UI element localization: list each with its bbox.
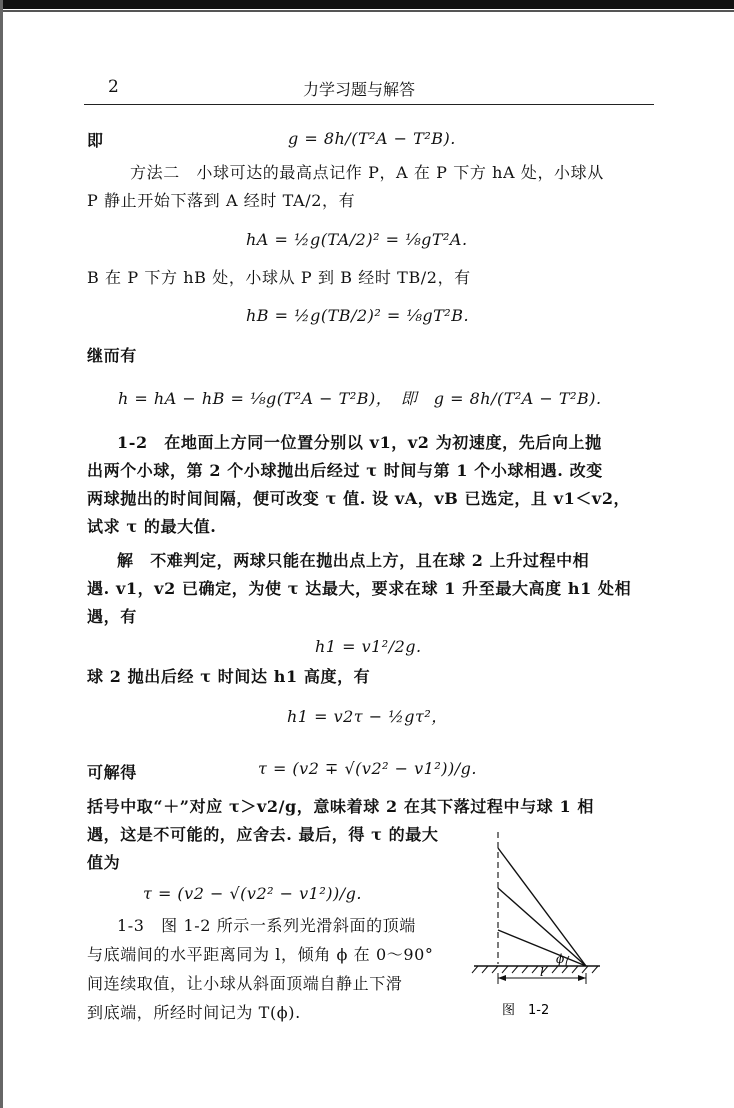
page-number: 2 — [108, 77, 119, 97]
solution-line: 遇，有 — [87, 607, 137, 626]
incline-line — [498, 888, 586, 966]
text-line: 即 — [87, 131, 104, 150]
equation: h = hA − hB = ⅛g(T²A − T²B)， 即 g = 8h/(T²A − T²B). — [118, 389, 602, 408]
problem-line: 1-3 图 1-2 所示一系列光滑斜面的顶端 — [117, 916, 416, 935]
solution-line: 括号中取“＋”对应 τ＞v2/g，意味着球 2 在其下落过程中与球 1 相 — [87, 797, 594, 816]
page-left-edge — [0, 0, 3, 1108]
problem-line: 出两个小球，第 2 个小球抛出后经过 τ 时间与第 1 个小球相遇. 改变 — [87, 461, 603, 480]
page-top-border — [0, 0, 734, 9]
ground-hatching — [472, 966, 598, 973]
equation: τ = (v2 ∓ √(v2² − v1²))/g. — [258, 759, 477, 778]
problem-line: 间连续取值，让小球从斜面顶端自静止下滑 — [87, 974, 403, 993]
problem-line: 试求 τ 的最大值. — [87, 517, 217, 536]
running-title: 力学习题与解答 — [303, 80, 416, 99]
equation: hB = ½g(TB/2)² = ⅛gT²B. — [246, 306, 470, 325]
text-line: B 在 P 下方 hB 处，小球从 P 到 B 经时 TB/2，有 — [87, 268, 471, 287]
solution-line: 可解得 — [87, 763, 137, 782]
angle-label: ϕ — [556, 952, 565, 966]
figure-1-2 — [460, 828, 620, 1028]
problem-line: 与底端间的水平距离同为 l，倾角 ϕ 在 0～90° — [87, 945, 434, 964]
text-line: P 静止开始下落到 A 经时 TA/2，有 — [87, 191, 356, 210]
solution-line: 遇，这是不可能的，应舍去. 最后，得 τ 的最大 — [87, 825, 439, 844]
solution-line: 遇. v1，v2 已确定，为使 τ 达最大，要求在球 1 升至最大高度 h1 处相 — [87, 579, 632, 598]
problem-line: 到底端，所经时间记为 T(ϕ). — [87, 1003, 301, 1022]
solution-line: 球 2 抛出后经 τ 时间达 h1 高度，有 — [87, 667, 371, 686]
text-line: 方法二 小球可达的最高点记作 P，A 在 P 下方 hA 处，小球从 — [130, 163, 604, 182]
problem-line: 两球抛出的时间间隔，便可改变 τ 值. 设 vA，vB 已选定，且 v1＜v2， — [87, 489, 631, 508]
equation: g = 8h/(T²A − T²B). — [288, 129, 456, 148]
solution-line: 解 不难判定，两球只能在抛出点上方，且在球 2 上升过程中相 — [117, 551, 590, 570]
text-line: 继而有 — [87, 346, 137, 365]
figure-caption: 图 1-2 — [502, 1003, 550, 1018]
solution-line: 值为 — [87, 853, 121, 872]
problem-line: 1-2 在地面上方同一位置分别以 v1，v2 为初速度，先后向上抛 — [117, 433, 602, 452]
equation: h1 = v1²/2g. — [315, 637, 422, 656]
equation: τ = (v2 − √(v2² − v1²))/g. — [143, 884, 362, 903]
length-label: l — [540, 965, 544, 979]
page-top-border-shadow — [0, 10, 734, 12]
header-rule — [84, 104, 654, 105]
equation: h1 = v2τ − ½gτ²， — [287, 707, 448, 726]
equation: hA = ½g(TA/2)² = ⅛gT²A. — [246, 230, 468, 249]
